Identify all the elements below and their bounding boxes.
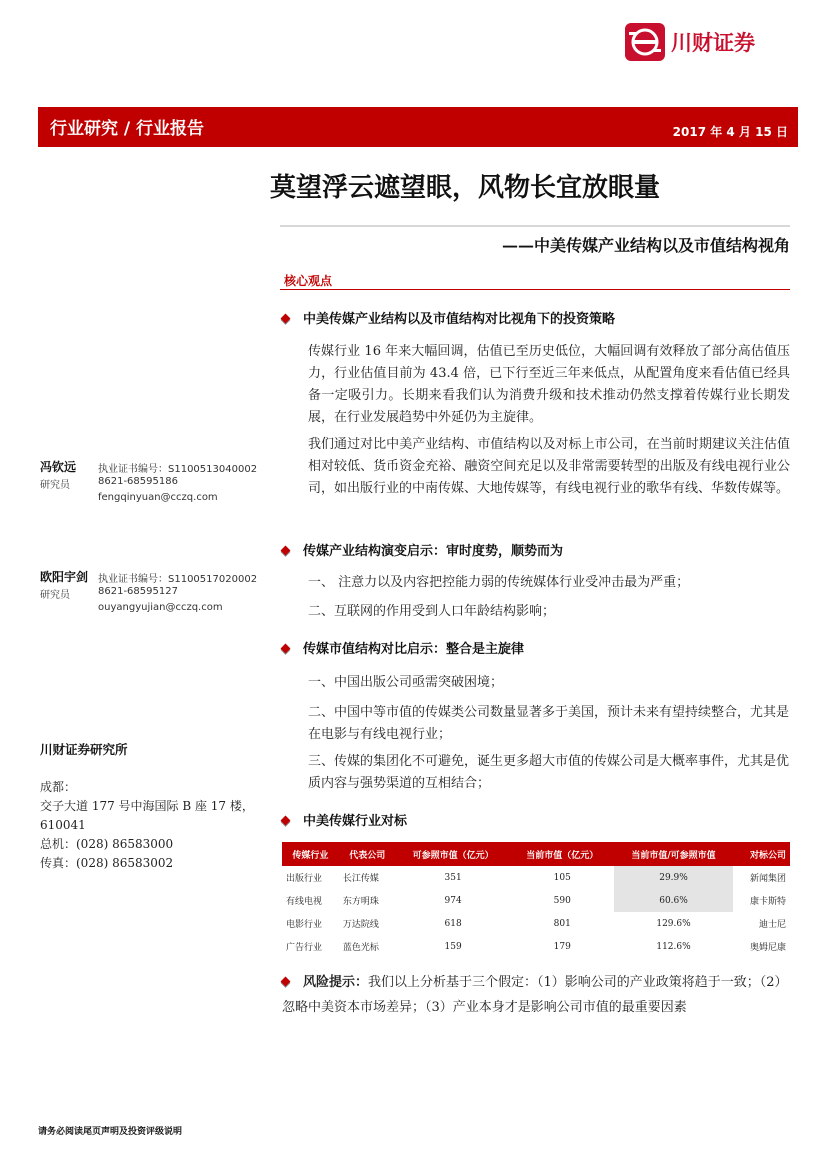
table-cell: 105 <box>553 872 571 883</box>
table-cell: 康卡斯特 <box>749 897 786 907</box>
table-header-cell: 当前市值（亿元） <box>511 842 614 866</box>
table-cell: 电影行业 <box>286 920 323 930</box>
table-header-cell: 代表公司 <box>339 842 396 866</box>
analyst-license: 执业证书编号：S1100513040002 <box>98 464 258 475</box>
list-item: 三、传媒的集团化不可避免，诞生更多超大市值的传媒公司是大概率事件，尤其是优质内容与强势渠道的互相结合； <box>308 754 790 791</box>
table-cell: 出版行业 <box>286 874 323 884</box>
table-cell: 112.6% <box>656 941 691 952</box>
report-header-bar <box>38 107 798 147</box>
table-row <box>282 935 790 958</box>
section-title-industry-structure: 传媒产业结构演变启示：审时度势，顺势而为 <box>282 540 563 559</box>
table-cell: 618 <box>444 918 462 929</box>
institute-city: 成都： <box>40 780 77 794</box>
section-title-market-cap: 传媒市值结构对比启示：整合是主旋律 <box>282 638 524 657</box>
paragraph-valuation: 传媒行业 16 年来大幅回调，估值已至历史低位，大幅回调有效释放了部分高估值压力，行业估值目前为 43.4 倍，已下行至近三年来低点，从配置角度来看估值已经具备一定吸引力。长期来看我们认为消费升级和技术推动仍然支撑着传媒行业长期发展，在行业发展趋势中外延仍为主旋律。 <box>308 344 790 425</box>
table-cell: 129.6% <box>656 918 691 929</box>
institute-name: 川财证券研究所 <box>40 742 128 757</box>
table-header-cell: 可参照市值（亿元） <box>396 842 511 866</box>
table-cell: 974 <box>444 895 462 906</box>
analyst-license: 执业证书编号：S1100517020002 <box>98 574 258 585</box>
diamond-bullet-icon <box>281 314 291 324</box>
risk-notice <box>282 970 790 1020</box>
table-cell: 159 <box>444 941 462 952</box>
diamond-bullet-icon <box>281 977 291 987</box>
institute-contact <box>40 778 270 873</box>
institute-fax: 传真：(028) 86583002 <box>40 856 174 870</box>
analyst-name: 欧阳宇剑 <box>40 570 89 584</box>
report-date: 2017 年 4 月 15 日 <box>672 125 788 139</box>
institute-switchboard: 总机：(028) 86583000 <box>40 837 174 851</box>
core-viewpoint-header <box>280 270 790 290</box>
core-viewpoint-label: 核心观点 <box>284 274 333 288</box>
analyst-role: 研究员 <box>40 590 70 601</box>
diamond-bullet-icon <box>281 546 291 556</box>
analyst-phone: 8621-68595127 <box>98 586 178 597</box>
table-header-cell: 对标公司 <box>733 842 790 866</box>
table-cell: 801 <box>553 918 571 929</box>
table-header-cell: 当前市值/可参照市值 <box>614 842 733 866</box>
report-subtitle: ——中美传媒产业结构以及市值结构视角 <box>501 236 790 255</box>
list-item: 二、中国中等市值的传媒类公司数量显著多于美国，预计未来有望持续整合，尤其是在电影与有线电视行业； <box>308 705 790 742</box>
list-item: 一、 注意力以及内容把控能力弱的传统媒体行业受冲击最为严重； <box>308 575 690 590</box>
benchmark-table <box>282 842 790 958</box>
table-cell: 迪士尼 <box>758 920 786 930</box>
institute-address: 交子大道 177 号中海国际 B 座 17 楼，610041 <box>40 799 254 832</box>
analyst-role: 研究员 <box>40 480 70 491</box>
table-cell: 新闻集团 <box>749 874 786 884</box>
analyst-name: 冯钦远 <box>40 460 77 474</box>
list-item: 二、互联网的作用受到人口年龄结构影响； <box>308 604 556 619</box>
paragraph-recommendation: 我们通过对比中美产业结构、市值结构以及对标上市公司，在当前时期建议关注估值相对较低、货币资金充裕、融资空间充足以及非常需要转型的出版及有线电视行业公司，如出版行业的中南传媒、大地传媒等，有线电视行业的歌华有线、华数传媒等。 <box>308 437 790 496</box>
report-title: 莫望浮云遮望眼，风物长宜放眼量 <box>270 173 661 203</box>
report-category: 行业研究 / 行业报告 <box>50 119 205 139</box>
table-cell: 179 <box>553 941 571 952</box>
list-item: 一、中国出版公司亟需突破困境； <box>308 675 504 690</box>
table-row <box>282 889 790 912</box>
table-cell: 29.9% <box>614 866 733 889</box>
table-cell: 广告行业 <box>286 943 323 953</box>
brand-name: 川财证券 <box>671 31 755 55</box>
table-header-cell: 传媒行业 <box>282 842 339 866</box>
table-row <box>282 912 790 935</box>
table-header-row <box>282 842 790 866</box>
table-cell: 东方明珠 <box>342 897 379 907</box>
table-cell: 351 <box>444 872 462 883</box>
table-cell: 有线电视 <box>286 897 323 907</box>
diamond-bullet-icon <box>281 644 291 654</box>
table-cell: 590 <box>553 895 571 906</box>
brand-logo-icon <box>625 23 665 61</box>
table-cell: 长江传媒 <box>342 874 379 884</box>
analyst-phone: 8621-68595186 <box>98 476 178 487</box>
footer-disclaimer: 请务必阅读尾页声明及投资评级说明 <box>38 1127 183 1137</box>
title-divider <box>280 225 790 227</box>
table-cell: 奥姆尼康 <box>749 943 786 953</box>
section-title-strategy: 中美传媒产业结构以及市值结构对比视角下的投资策略 <box>282 308 615 327</box>
section-title-benchmark: 中美传媒行业对标 <box>282 810 407 829</box>
analyst-email[interactable]: ouyangyujian@cczq.com <box>98 602 223 613</box>
table-row <box>282 866 790 889</box>
table-cell: 60.6% <box>614 889 733 912</box>
table-cell: 万达院线 <box>342 920 379 930</box>
diamond-bullet-icon <box>281 816 291 826</box>
table-cell: 蓝色光标 <box>342 943 379 953</box>
risk-text: 我们以上分析基于三个假定：（1）影响公司的产业政策将趋于一致；（2）忽略中美资本市场差异；（3）产业本身才是影响公司市值的最重要因素 <box>282 975 788 1015</box>
brand-logo <box>625 22 787 62</box>
risk-label: 风险提示： <box>303 975 369 990</box>
analyst-email[interactable]: fengqinyuan@cczq.com <box>98 492 218 503</box>
